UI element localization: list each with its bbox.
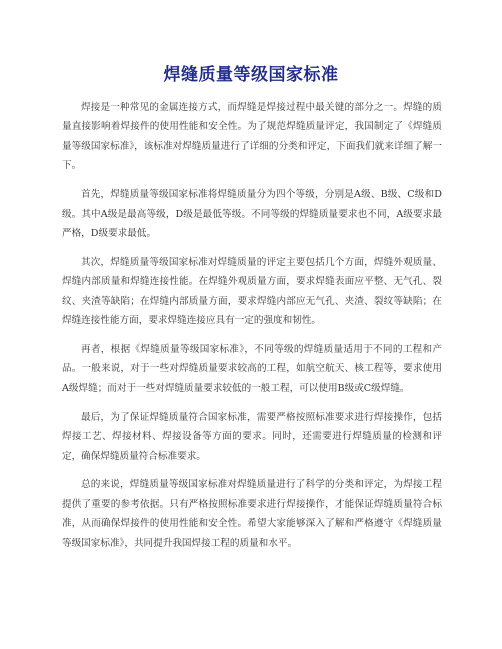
paragraph-compliance: 最后，为了保证焊缝质量符合国家标准，需要严格按照标准要求进行焊接操作，包括焊接工艺、焊接材料、焊接设备等方面的要求。同时，还需要进行焊缝质量的检测和评定，确保焊缝质量符合标准要求。 (62, 411, 442, 462)
paragraph-evaluation: 其次，焊缝质量等级国家标准对焊缝质量的评定主要包括几个方面，焊缝外观质量、焊缝内部质量和焊缝连接性能。在焊缝外观质量方面，要求焊缝表面应平整、无气孔、裂纹、夹渣等缺陷；在焊缝内部质量方面，要求焊缝内部应无气孔、夹渣、裂纹等缺陷；在焊缝连接性能方面，要求焊缝连接应具有一定的强度和韧性。 (62, 256, 442, 327)
paragraph-grades: 首先，焊缝质量等级国家标准将焊缝质量分为四个等级，分别是A级、B级、C级和D级。其中A级是最高等级，D级是最低等级。不同等级的焊缝质量要求也不同，A级要求最严格，D级要求最低。 (62, 189, 442, 239)
document-title: 焊缝质量等级国家标准 (163, 65, 339, 85)
paragraph-application: 再者，根据《焊缝质量等级国家标准》，不同等级的焊缝质量适用于不同的工程和产品。一般来说，对于一些对焊缝质量要求较高的工程，如航空航天、核工程等，要求使用A级焊缝；而对于一些对焊缝质量要求较低的一般工程，可以使用B级或C级焊缝。 (62, 343, 442, 394)
paragraph-conclusion: 总的来说，焊缝质量等级国家标准对焊缝质量进行了科学的分类和评定，为焊接工程提供了重要的参考依据。只有严格按照标准要求进行焊接操作，才能保证焊缝质量符合标准，从而确保焊接件的使用性能和安全性。希望大家能够深入了解和严格遵守《焊缝质量等级国家标准》，共同提升我国焊接工程的质量和水平。 (62, 479, 442, 549)
paragraph-intro: 焊接是一种常见的金属连接方式，而焊缝是焊接过程中最关键的部分之一。焊缝的质量直接影响着焊接件的使用性能和安全性。为了规范焊缝质量评定，我国制定了《焊缝质量等级国家标准》，该标准对焊缝质量进行了详细的分类和评定，下面我们就来详细了解一下。 (62, 102, 442, 172)
document-body (62, 98, 442, 563)
